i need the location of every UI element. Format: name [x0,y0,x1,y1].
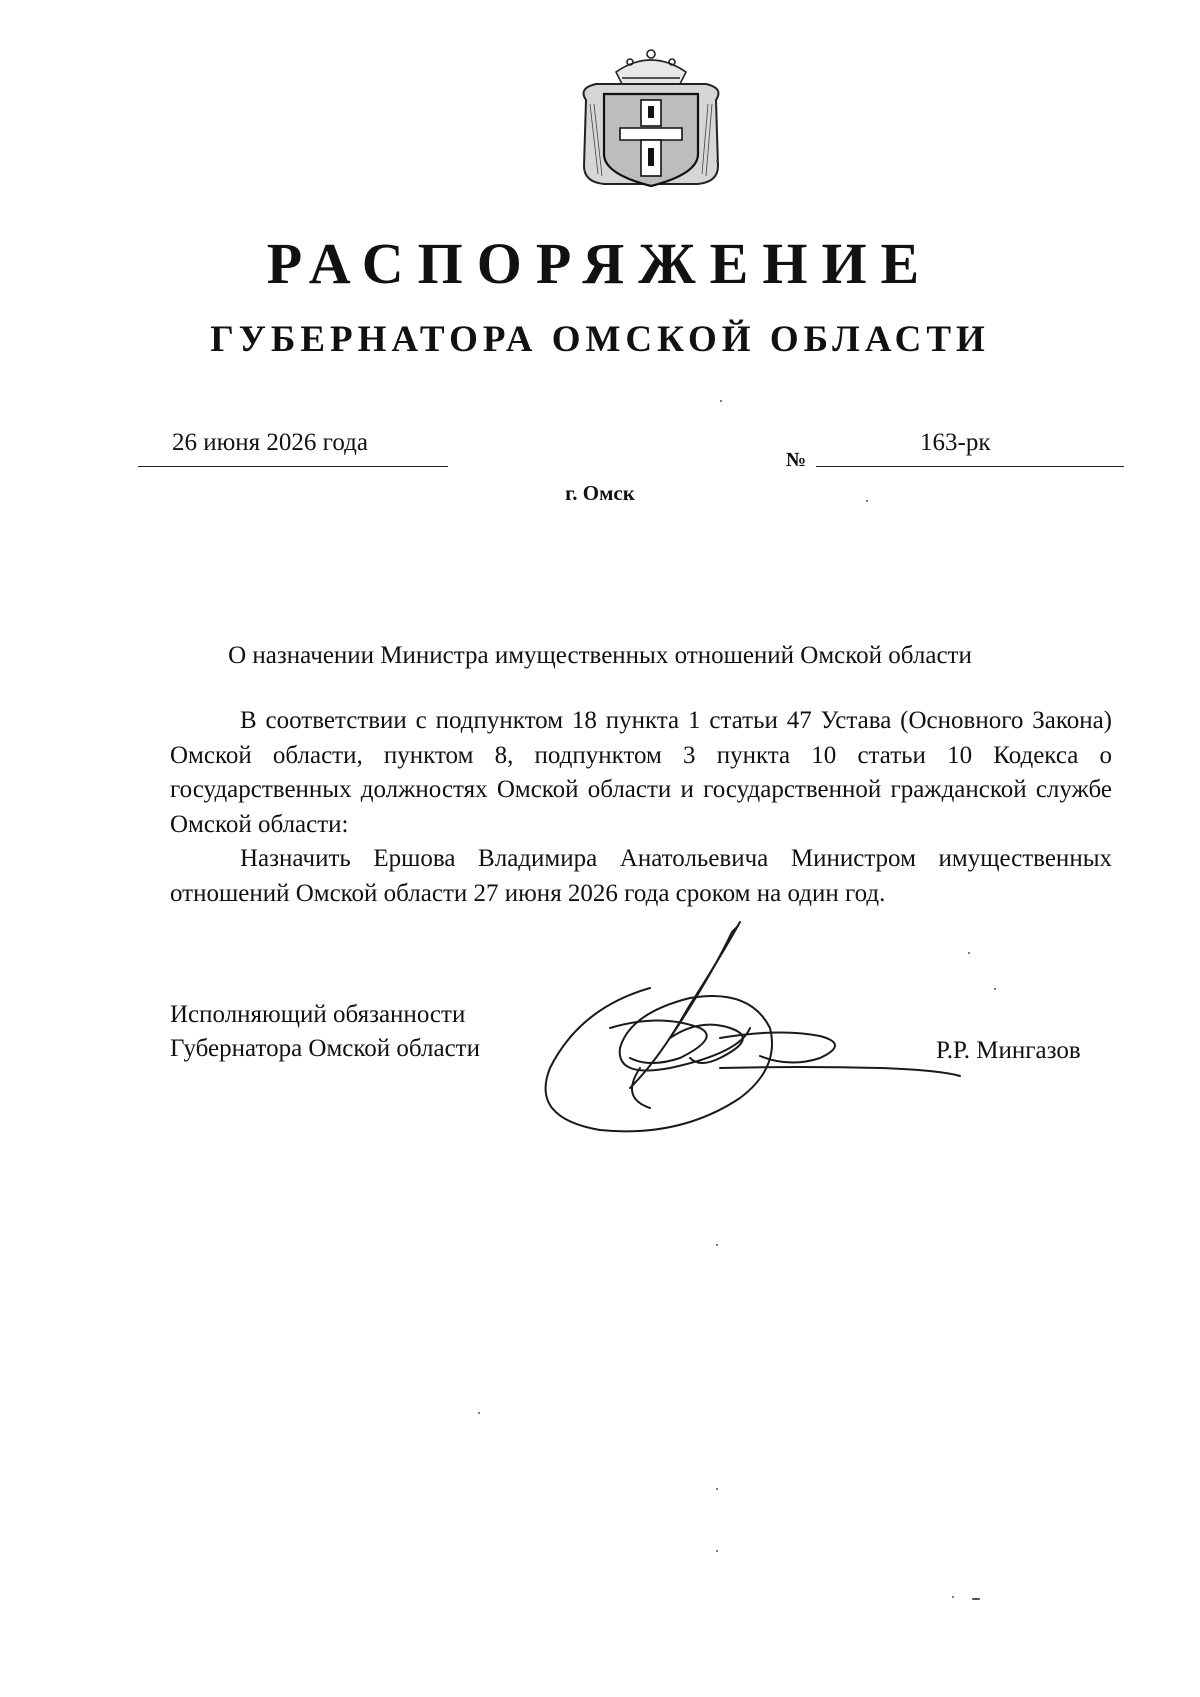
scan-speck [716,1550,718,1552]
document-title: РАСПОРЯЖЕНИЕ [266,231,934,296]
decision-paragraph: Назначить Ершова Владимира Анатольевича Министром имущественных отношений Омской области 27 июня 2026 года сроком на один год. [170,845,1112,907]
number-underline [816,466,1124,467]
handwritten-signature [520,918,970,1138]
position-line-1: Исполняющий обязанности [170,1001,466,1028]
scan-speck [994,988,996,990]
scan-speck [716,1488,718,1490]
position-line-2: Губернатора Омской области [170,1035,480,1062]
scan-speck [952,1596,954,1598]
document-city: г. Омск [565,481,635,505]
scan-speck [972,1598,980,1600]
document-subject: О назначении Министра имущественных отношений Омской области [228,642,972,669]
scan-speck [716,160,718,162]
date-underline [138,466,448,467]
scan-speck [716,1244,718,1246]
scan-speck [720,400,722,402]
coat-of-arms-emblem [568,44,734,194]
scan-speck [866,500,868,502]
document-body [170,704,1112,911]
number-sign: № [786,449,807,471]
scan-speck [478,1412,480,1414]
signatory-name: Р.Р. Мингазов [936,1037,1081,1064]
document-subtitle: ГУБЕРНАТОРА ОМСКОЙ ОБЛАСТИ [210,319,990,360]
signatory-position [170,998,480,1066]
document-date: 26 июня 2026 года [172,429,368,456]
basis-paragraph: В соответствии с подпунктом 18 пункта 1 статьи 47 Устава (Основного Закона) Омской области, пунктом 8, подпунктом 3 пункта 10 статьи 10 Кодекса о государственных должностях Омской области и государственной гражданской службе Омской области: [170,707,1112,838]
scan-speck [968,952,970,954]
document-number: 163-рк [920,429,991,456]
